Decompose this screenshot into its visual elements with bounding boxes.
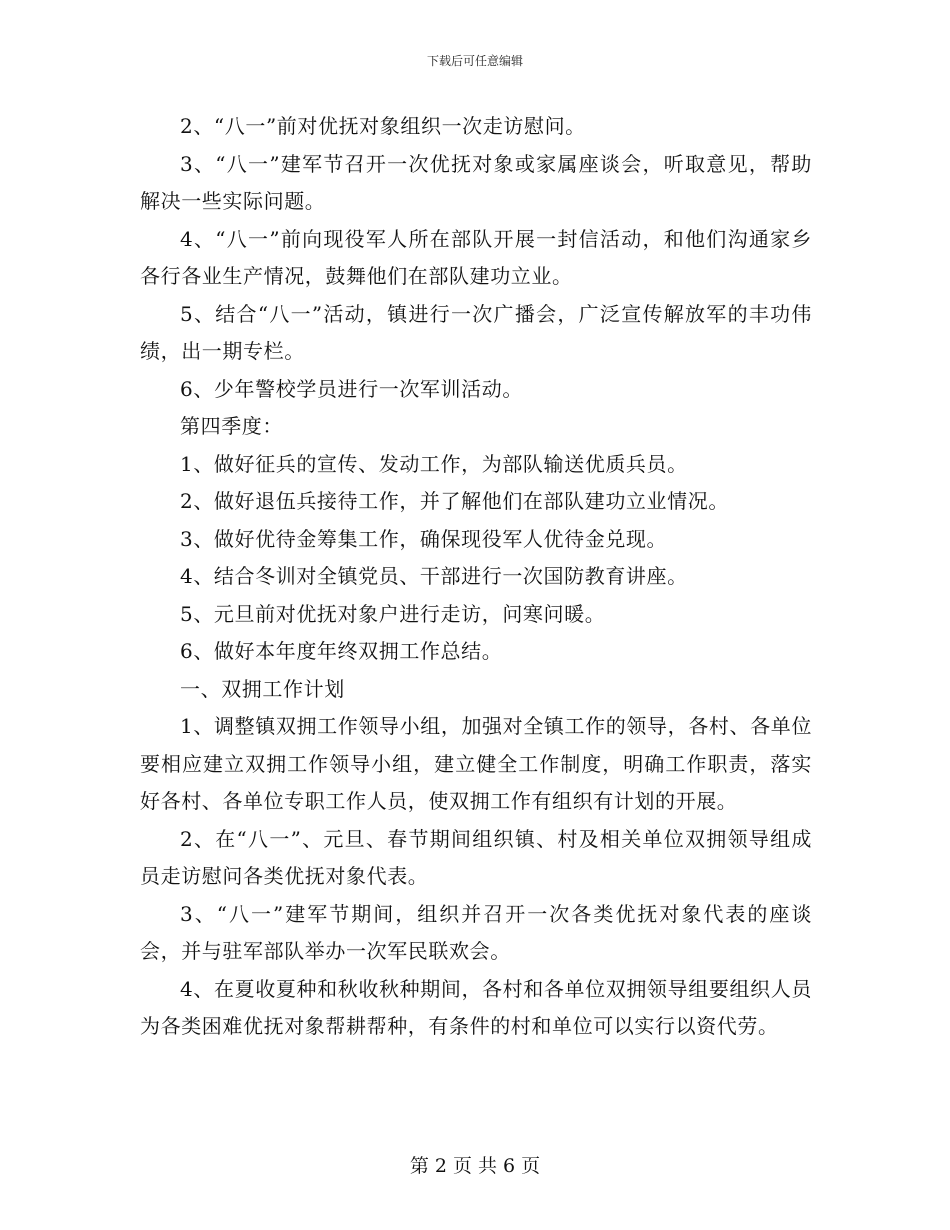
total-page-count: 6	[503, 1155, 516, 1177]
paragraph: 2、做好退伍兵接待工作，并了解他们在部队建功立业情况。	[180, 489, 729, 513]
paragraph: 4、“八一”前向现役军人所在部队开展一封信活动，和他们沟通家乡各行各业生产情况，鼓舞他们在部队建功立业。	[140, 226, 812, 288]
section-heading: 一、双拥工作计划	[180, 676, 345, 701]
paragraph: 3、“八一”建军节召开一次优抚对象或家属座谈会，听取意见，帮助解决一些实际问题。	[140, 151, 812, 213]
paragraph: 6、少年警校学员进行一次军训活动。	[180, 376, 523, 401]
current-page-number: 2	[434, 1155, 447, 1177]
paragraph: 2、“八一”前对优抚对象组织一次走访慰问。	[180, 114, 586, 138]
footer-prefix: 第	[409, 1155, 429, 1177]
footer-middle: 页 共	[452, 1155, 498, 1177]
document-body	[140, 108, 812, 1046]
paragraph: 6、做好本年度年终双拥工作总结。	[180, 639, 503, 663]
page-header: 下载后可任意编辑	[426, 54, 523, 68]
paragraph: 3、“八一”建军节期间，组织并召开一次各类优抚对象代表的座谈会，并与驻军部队举办一次军民联欢会。	[140, 901, 812, 963]
section-heading: 第四季度：	[180, 414, 283, 438]
paragraph: 4、结合冬训对全镇党员、干部进行一次国防教育讲座。	[180, 564, 688, 588]
paragraph: 5、结合“八一”活动，镇进行一次广播会，广泛宣传解放军的丰功伟绩，出一期专栏。	[140, 301, 812, 363]
page-footer	[0, 1151, 950, 1178]
paragraph: 4、在夏收夏种和秋收秋种期间，各村和各单位双拥领导组要组织人员为各类困难优抚对象帮耕帮种，有条件的村和单位可以实行以资代劳。	[140, 976, 812, 1038]
paragraph: 3、做好优待金筹集工作，确保现役军人优待金兑现。	[180, 526, 668, 551]
paragraph: 1、做好征兵的宣传、发动工作，为部队输送优质兵员。	[180, 451, 688, 476]
paragraph: 1、调整镇双拥工作领导小组，加强对全镇工作的领导，各村、各单位要相应建立双拥工作领导小组，建立健全工作制度，明确工作职责，落实好各村、各单位专职工作人员，使双拥工作有组织有计划的开展。	[140, 714, 812, 813]
footer-suffix: 页	[521, 1155, 541, 1177]
paragraph: 5、元旦前对优抚对象户进行走访，问寒问暖。	[180, 601, 606, 626]
paragraph: 2、在“八一”、元旦、春节期间组织镇、村及相关单位双拥领导组成员走访慰问各类优抚对象代表。	[140, 826, 812, 888]
